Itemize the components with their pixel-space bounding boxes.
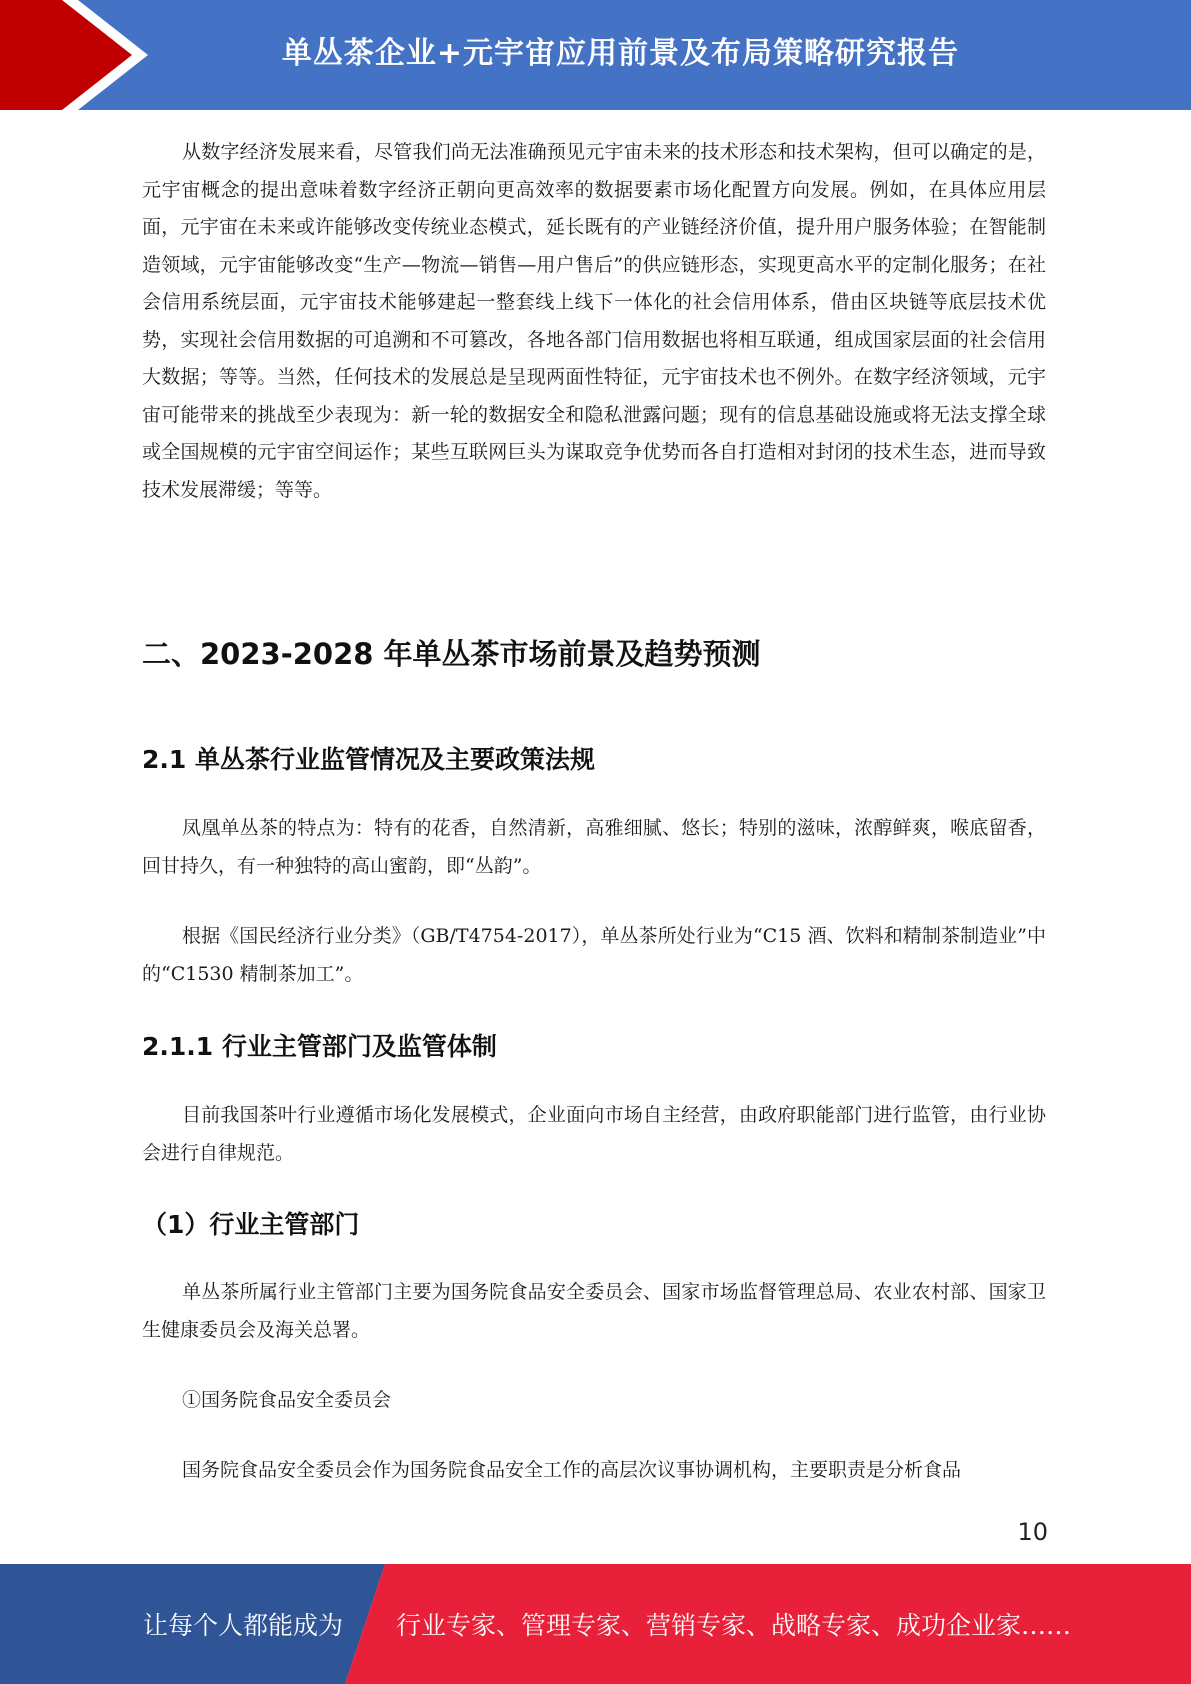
subsection-heading-authorities: （1）行业主管部门 (142, 1210, 360, 1239)
paragraph-classification: 根据《国民经济行业分类》（GB/T4754-2017），单丛茶所处行业为“C15 酒、饮料和精制茶制造业”中的“C1530 精制茶加工”。 (142, 925, 1046, 985)
paragraph-committee-role: 国务院食品安全委员会作为国务院食品安全工作的高层次议事协调机构，主要职责是分析食品 (182, 1459, 962, 1481)
subsection-heading-2-1-1: 2.1.1 行业主管部门及监管体制 (142, 1032, 497, 1061)
page-header (0, 0, 1191, 110)
report-title: 单丛茶企业+元宇宙应用前景及布局策略研究报告 (281, 36, 960, 71)
paragraph-features: 凤凰单丛茶的特点为：特有的花香，自然清新，高雅细腻、悠长；特别的滋味，浓醇鲜爽，喉底留香，回甘持久，有一种独特的高山蜜韵，即“丛韵”。 (142, 817, 1046, 877)
paragraph-authorities: 单丛茶所属行业主管部门主要为国务院食品安全委员会、国家市场监督管理总局、农业农村部、国家卫生健康委员会及海关总署。 (142, 1281, 1046, 1341)
paragraph-regulation-mode: 目前我国茶叶行业遵循市场化发展模式，企业面向市场自主经营，由政府职能部门进行监管，由行业协会进行自律规范。 (142, 1104, 1046, 1164)
footer-slogan-left: 让每个人都能成为 (143, 1611, 344, 1640)
intro-paragraph: 从数字经济发展来看，尽管我们尚无法准确预见元宇宙未来的技术形态和技术架构，但可以确定的是，元宇宙概念的提出意味着数字经济正朝向更高效率的数据要素市场化配置方向发展。例如，在具体应用层面，元宇宙在未来或许能够改变传统业态模式，延长既有的产业链经济价值，提升用户服务体验；在智能制造领域，元宇宙能够改变“生产—物流—销售—用户售后”的供应链形态，实现更高水平的定制化服务；在社会信用系统层面，元宇宙技术能够建起一整套线上线下一体化的社会信用体系，借由区块链等底层技术优势，实现社会信用数据的可追溯和不可篡改，各地各部门信用数据也将相互联通，组成国家层面的社会信用大数据；等等。当然，任何技术的发展总是呈现两面性特征，元宇宙技术也不例外。在数字经济领域，元宇宙可能带来的挑战至少表现为：新一轮的数据安全和隐私泄露问题；现有的信息基础设施或将无法支撑全球或全国规模的元宇宙空间运作；某些互联网巨头为谋取竞争优势而各自打造相对封闭的技术生态，进而导致技术发展滞缓；等等。 (142, 141, 1046, 501)
subsection-heading-2-1: 2.1 单丛茶行业监管情况及主要政策法规 (142, 745, 595, 774)
header-chevron-decoration (0, 0, 150, 110)
section-heading: 二、2023-2028 年单丛茶市场前景及趋势预测 (142, 637, 761, 671)
footer-slogan-right: 行业专家、管理专家、营销专家、战略专家、成功企业家…… (396, 1611, 1072, 1640)
page-number: 10 (1017, 1518, 1048, 1546)
list-item-food-safety-committee: ①国务院食品安全委员会 (182, 1389, 392, 1411)
page-footer (0, 1564, 1191, 1684)
